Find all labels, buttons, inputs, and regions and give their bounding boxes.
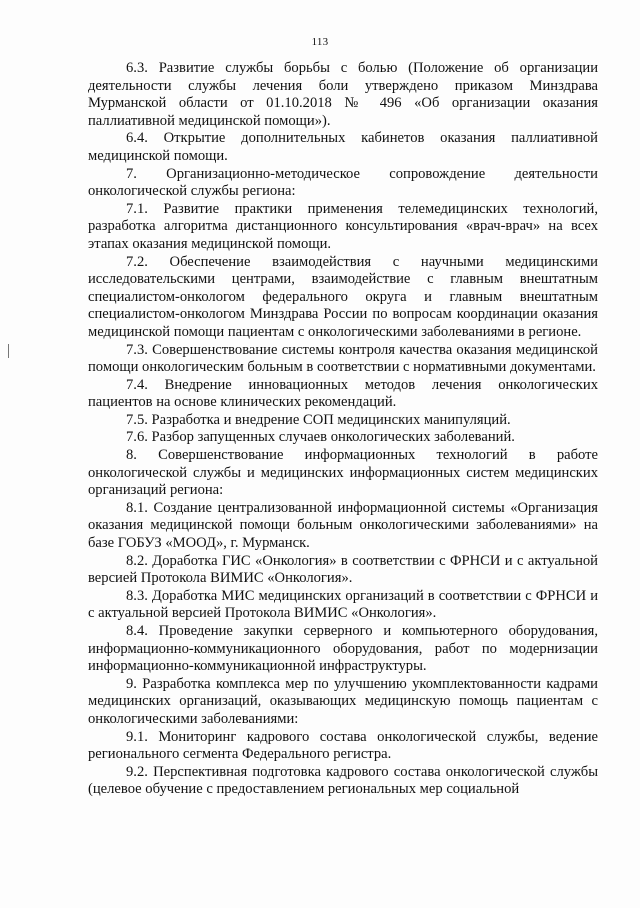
paragraph-8: 8. Совершенствование информационных технологий в работе онкологической службы и медицинских информационных систем медицинских организаций региона: <box>88 447 598 499</box>
paragraph-7-1: 7.1. Развитие практики применения телемедицинских технологий, разработка алгоритма дистанционного консультирования «врач-врач» на всех этапах оказания медицинской помощи. <box>88 200 598 252</box>
paragraph-6-4: 6.4. Открытие дополнительных кабинетов оказания паллиативной медицинской помощи. <box>88 130 598 164</box>
paragraph-7-2: 7.2. Обеспечение взаимодействия с научными медицинскими исследовательскими центрами, взаимодействие с главным внештатным специалистом-онкологом федерального округа и главным внештатным специалистом-онкологом Минздрава России по вопросам координации оказания медицинской помощи пациентам с онкологическими заболеваниями в регионе. <box>88 253 598 340</box>
paragraph-7-6: 7.6. Разбор запущенных случаев онкологических заболеваний. <box>126 429 515 446</box>
paragraph-7-4: 7.4. Внедрение инновационных методов лечения онкологических пациентов на основе клинических рекомендаций. <box>88 376 598 411</box>
paragraph-8-4: 8.4. Проведение закупки серверного и компьютерного оборудования, информационно-коммуникационного оборудования, работ по модернизации информационно-коммуникационной инфраструктуры. <box>88 623 598 675</box>
paragraph-8-2: 8.2. Доработка ГИС «Онкология» в соответствии с ФРНСИ и с актуальной версией Протокола ВИМИС «Онкология». <box>88 552 598 587</box>
paragraph-7-3: 7.3. Совершенствование системы контроля качества оказания медицинской помощи онкологическим больным в соответствии с нормативными документами. <box>88 341 598 376</box>
paragraph-6-3: 6.3. Развитие службы борьбы с болью (Положение об организации деятельности службы лечения боли утверждено приказом Минздрава Мурманской области от 01.10.2018 № 496 «Об организации оказания паллиативной медицинской помощи»). <box>88 60 598 129</box>
paragraph-8-1: 8.1. Создание централизованной информационной системы «Организация оказания медицинской помощи больным онкологическими заболеваниями» на базе ГОБУЗ «МООД», г. Мурманск. <box>88 499 598 552</box>
paragraph-8-3: 8.3. Доработка МИС медицинских организаций в соответствии с ФРНСИ и с актуальной версией Протокола ВИМИС «Онкология». <box>88 587 598 622</box>
paragraph-7: 7. Организационно-методическое сопровождение деятельности онкологической службы региона: <box>88 165 598 200</box>
paragraph-7-5: 7.5. Разработка и внедрение СОП медицинских манипуляций. <box>126 411 511 428</box>
paragraph-9-1: 9.1. Мониторинг кадрового состава онкологической службы, ведение регионального сегмента Федерального регистра. <box>88 728 598 763</box>
margin-mark <box>8 344 9 358</box>
paragraph-9: 9. Разработка комплекса мер по улучшению укомплектованности кадрами медицинских организаций, оказывающих медицинскую помощь пациентам с онкологическими заболеваниями: <box>88 675 598 727</box>
page-number: 113 <box>311 36 329 48</box>
document-body <box>88 60 598 799</box>
paragraph-9-2: 9.2. Перспективная подготовка кадрового состава онкологической службы (целевое обучение с предоставлением региональных мер социальной <box>88 763 598 798</box>
